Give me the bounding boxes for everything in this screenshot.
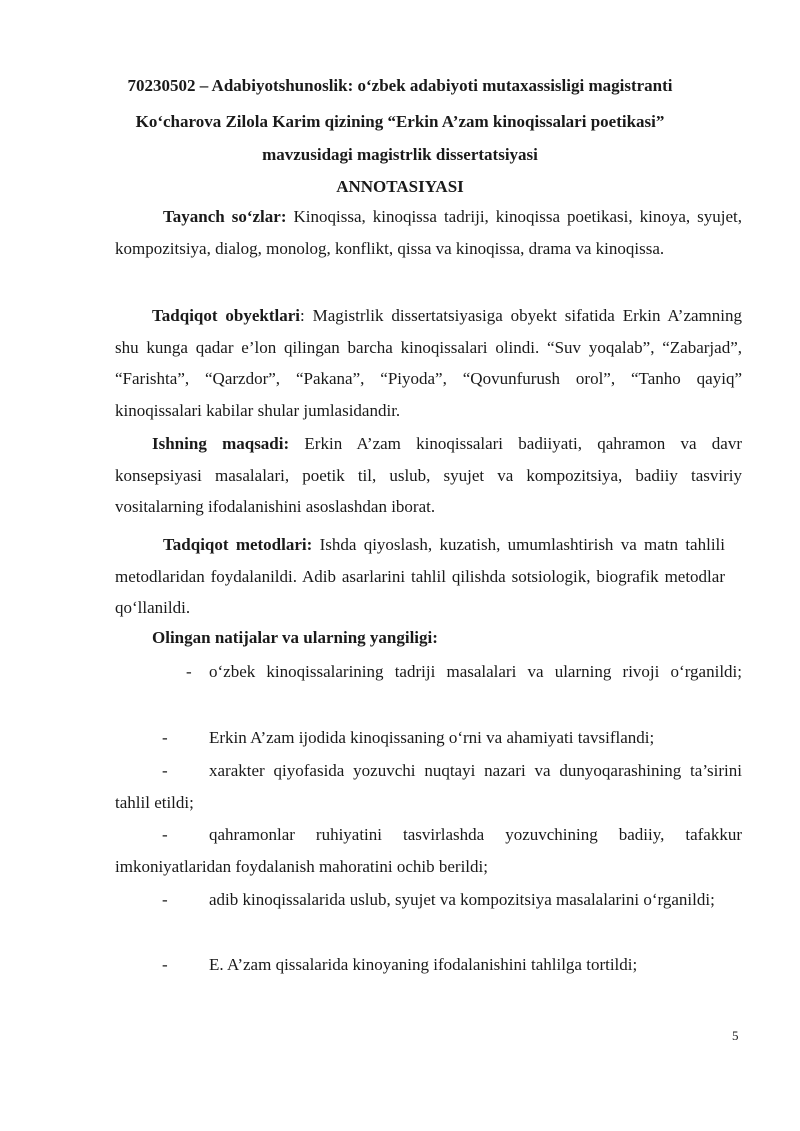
result-item-5: adib kinoqissalarida uslub, syujet va kompozitsiya masalalarini o‘rganildi; (209, 890, 715, 909)
annotation-heading: ANNOTASIYASI (336, 177, 464, 196)
result-item-6: E. A’zam qissalarida kinoyaning ifodalanishini tahlilga tortildi; (209, 955, 638, 974)
methods-paragraph (115, 529, 725, 624)
list-dash: - (162, 955, 168, 974)
objects-label: Tadqiqot obyektlari (152, 306, 301, 325)
title-line-1: 70230502 – Adabiyotshunoslik: o‘zbek adabiyoti mutaxassisligi magistranti (127, 76, 673, 95)
result-item-2: Erkin A’zam ijodida kinoqissaning o‘rni va ahamiyati tavsiflandi; (209, 728, 655, 747)
keywords-label: Tayanch so‘zlar: (163, 207, 287, 226)
objects-paragraph (115, 300, 742, 426)
objects-text: : Magistrlik dissertatsiyasiga obyekt sifatida Erkin A’zamning shu kunga qadar e’lon qilingan barcha kinoqissalari olindi. “Suv yoqalab”, “Zabarjad”, “Farishta”, “Qarzdor”, “Pakana”, “Piyoda”, “Qovunfurush orol”, “Tanho qayiq” kinoqissalari kabilar shular jumlasidandir. (115, 306, 742, 420)
goal-paragraph (115, 428, 742, 523)
title-line-2: Ko‘charova Zilola Karim qizining “Erkin A’zam kinoqissalari poetikasi” (135, 112, 665, 131)
page-number: 5 (732, 1028, 739, 1043)
keywords-paragraph (115, 201, 742, 264)
keywords-text: Kinoqissa, kinoqissa tadriji, kinoqissa poetikasi, kinoya, syujet, kompozitsiya, dialog, monolog, konflikt, qissa va kinoqissa, drama va kinoqissa. (115, 207, 742, 258)
list-dash: - (162, 728, 168, 747)
list-dash: - (162, 825, 168, 844)
goal-text: Erkin A’zam kinoqissalari badiiyati, qahramon va davr konsepsiyasi masalalari, poetik til, uslub, syujet va kompozitsiya, badiiy tasviriy vositalarning ifodalanishini asoslashdan iborat. (115, 434, 743, 516)
list-dash: - (162, 761, 168, 780)
result-item-1: o‘zbek kinoqissalarining tadriji masalalari va ularning rivoji o‘rganildi; (209, 662, 742, 681)
title-line-3: mavzusidagi magistrlik dissertatsiyasi (262, 145, 538, 164)
result-item-4: qahramonlar ruhiyatini tasvirlashda yozuvchining badiiy, tafakkur imkoniyatlaridan foydalanish mahoratini ochib berildi; (115, 825, 742, 876)
list-dash: - (186, 662, 192, 681)
goal-label: Ishning maqsadi: (152, 434, 290, 453)
methods-text: Ishda qiyoslash, kuzatish, umumlashtirish va matn tahlili metodlaridan foydalanildi. Adib asarlarini tahlil qilishda sotsiologik, biografik metodlar qo‘llanildi. (115, 535, 725, 617)
list-dash: - (162, 890, 168, 909)
results-heading: Olingan natijalar va ularning yangiligi: (152, 628, 438, 647)
result-item-3: xarakter qiyofasida yozuvchi nuqtayi nazari va dunyoqarashining ta’sirini tahlil etildi; (115, 761, 742, 812)
methods-label: Tadqiqot metodlari: (163, 535, 313, 554)
